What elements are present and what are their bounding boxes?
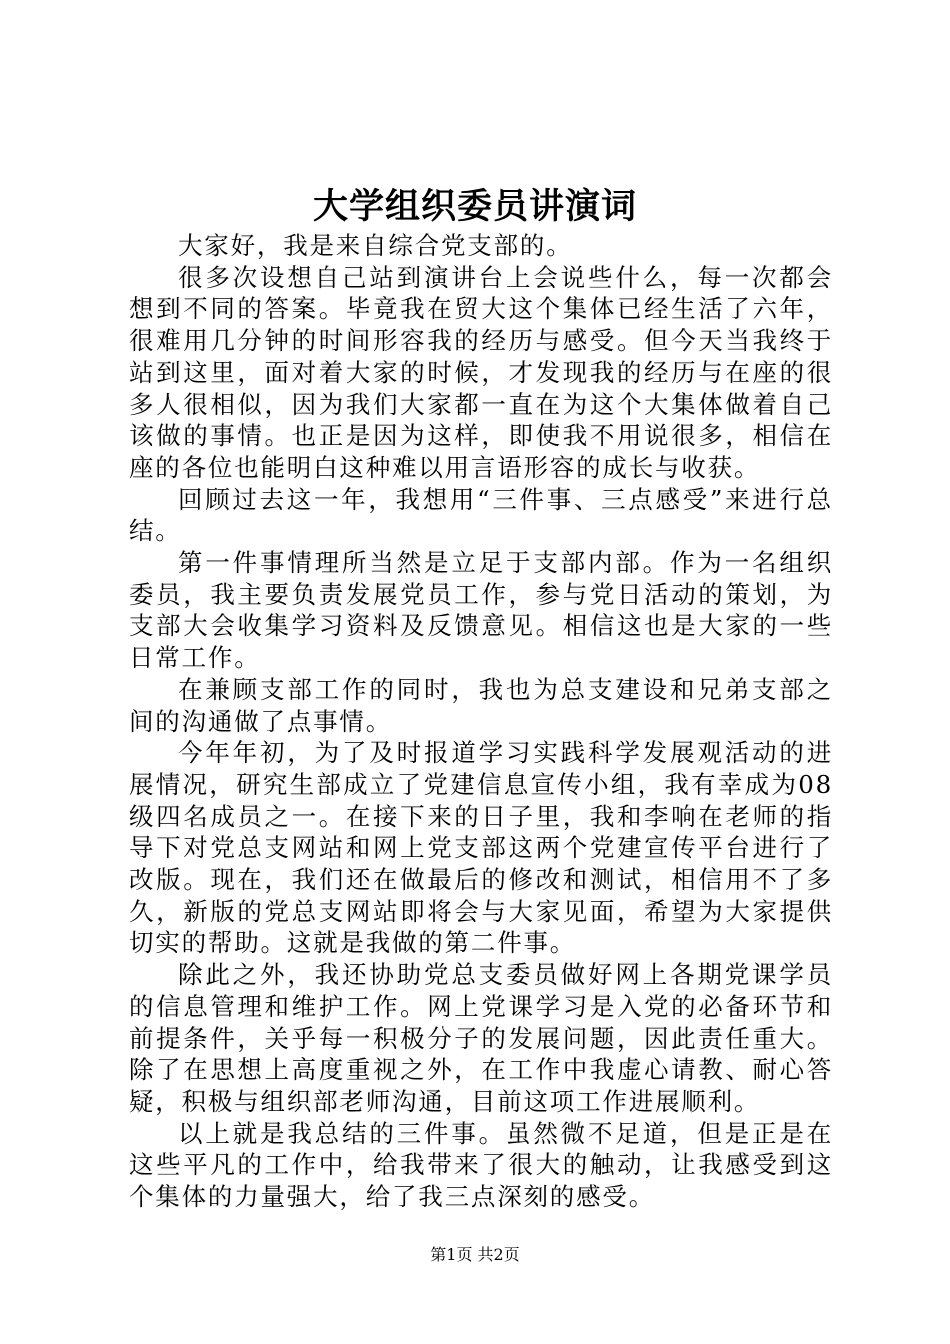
paragraph-review: 回顾过去这一年，我想用“三件事、三点感受”来进行总结。 <box>129 484 833 546</box>
paragraph-first-thing: 第一件事情理所当然是立足于支部内部。作为一名组织委员，我主要负责发展党员工作，参与党日活动的策划，为支部大会收集学习资料及反馈意见。相信这也是大家的一些日常工作。 <box>129 548 833 673</box>
paragraph-branch-communication: 在兼顾支部工作的同时，我也为总支建设和兄弟支部之间的沟通做了点事情。 <box>129 674 833 736</box>
paragraph-third-thing: 除此之外，我还协助党总支委员做好网上各期党课学员的信息管理和维护工作。网上党课学习是入党的必备环节和前提条件，关乎每一积极分子的发展问题，因此责任重大。除了在思想上高度重视之外，在工作中我虚心请教、耐心答疑，积极与组织部老师沟通，目前这项工作进展顺利。 <box>129 960 833 1116</box>
paragraph-second-thing: 今年年初，为了及时报道学习实践科学发展观活动的进展情况，研究生部成立了党建信息宣传小组，我有幸成为08级四名成员之一。在接下来的日子里，我和李响在老师的指导下对党总支网站和网上党支部这两个党建宣传平台进行了改版。现在，我们还在做最后的修改和测试，相信用不了多久，新版的党总支网站即将会与大家见面，希望为大家提供切实的帮助。这就是我做的第二件事。 <box>129 738 833 958</box>
page-number-footer: 第1页 共2页 <box>430 1245 520 1264</box>
paragraph-summary: 以上就是我总结的三件事。虽然微不足道，但是正是在这些平凡的工作中，给我带来了很大的触动，让我感受到这个集体的力量强大，给了我三点深刻的感受。 <box>129 1118 833 1212</box>
document-title: 大学组织委员讲演词 <box>312 186 637 227</box>
document-body <box>129 230 833 1213</box>
paragraph-greeting: 大家好，我是来自综合党支部的。 <box>178 231 573 260</box>
paragraph-intro: 很多次设想自己站到演讲台上会说些什么，每一次都会想到不同的答案。毕竟我在贸大这个集体已经生活了六年，很难用几分钟的时间形容我的经历与感受。但今天当我终于站到这里，面对着大家的时候，才发现我的经历与在座的很多人很相似，因为我们大家都一直在为这个大集体做着自己该做的事情。也正是因为这样，即使我不用说很多，相信在座的各位也能明白这种难以用言语形容的成长与收获。 <box>129 262 833 482</box>
